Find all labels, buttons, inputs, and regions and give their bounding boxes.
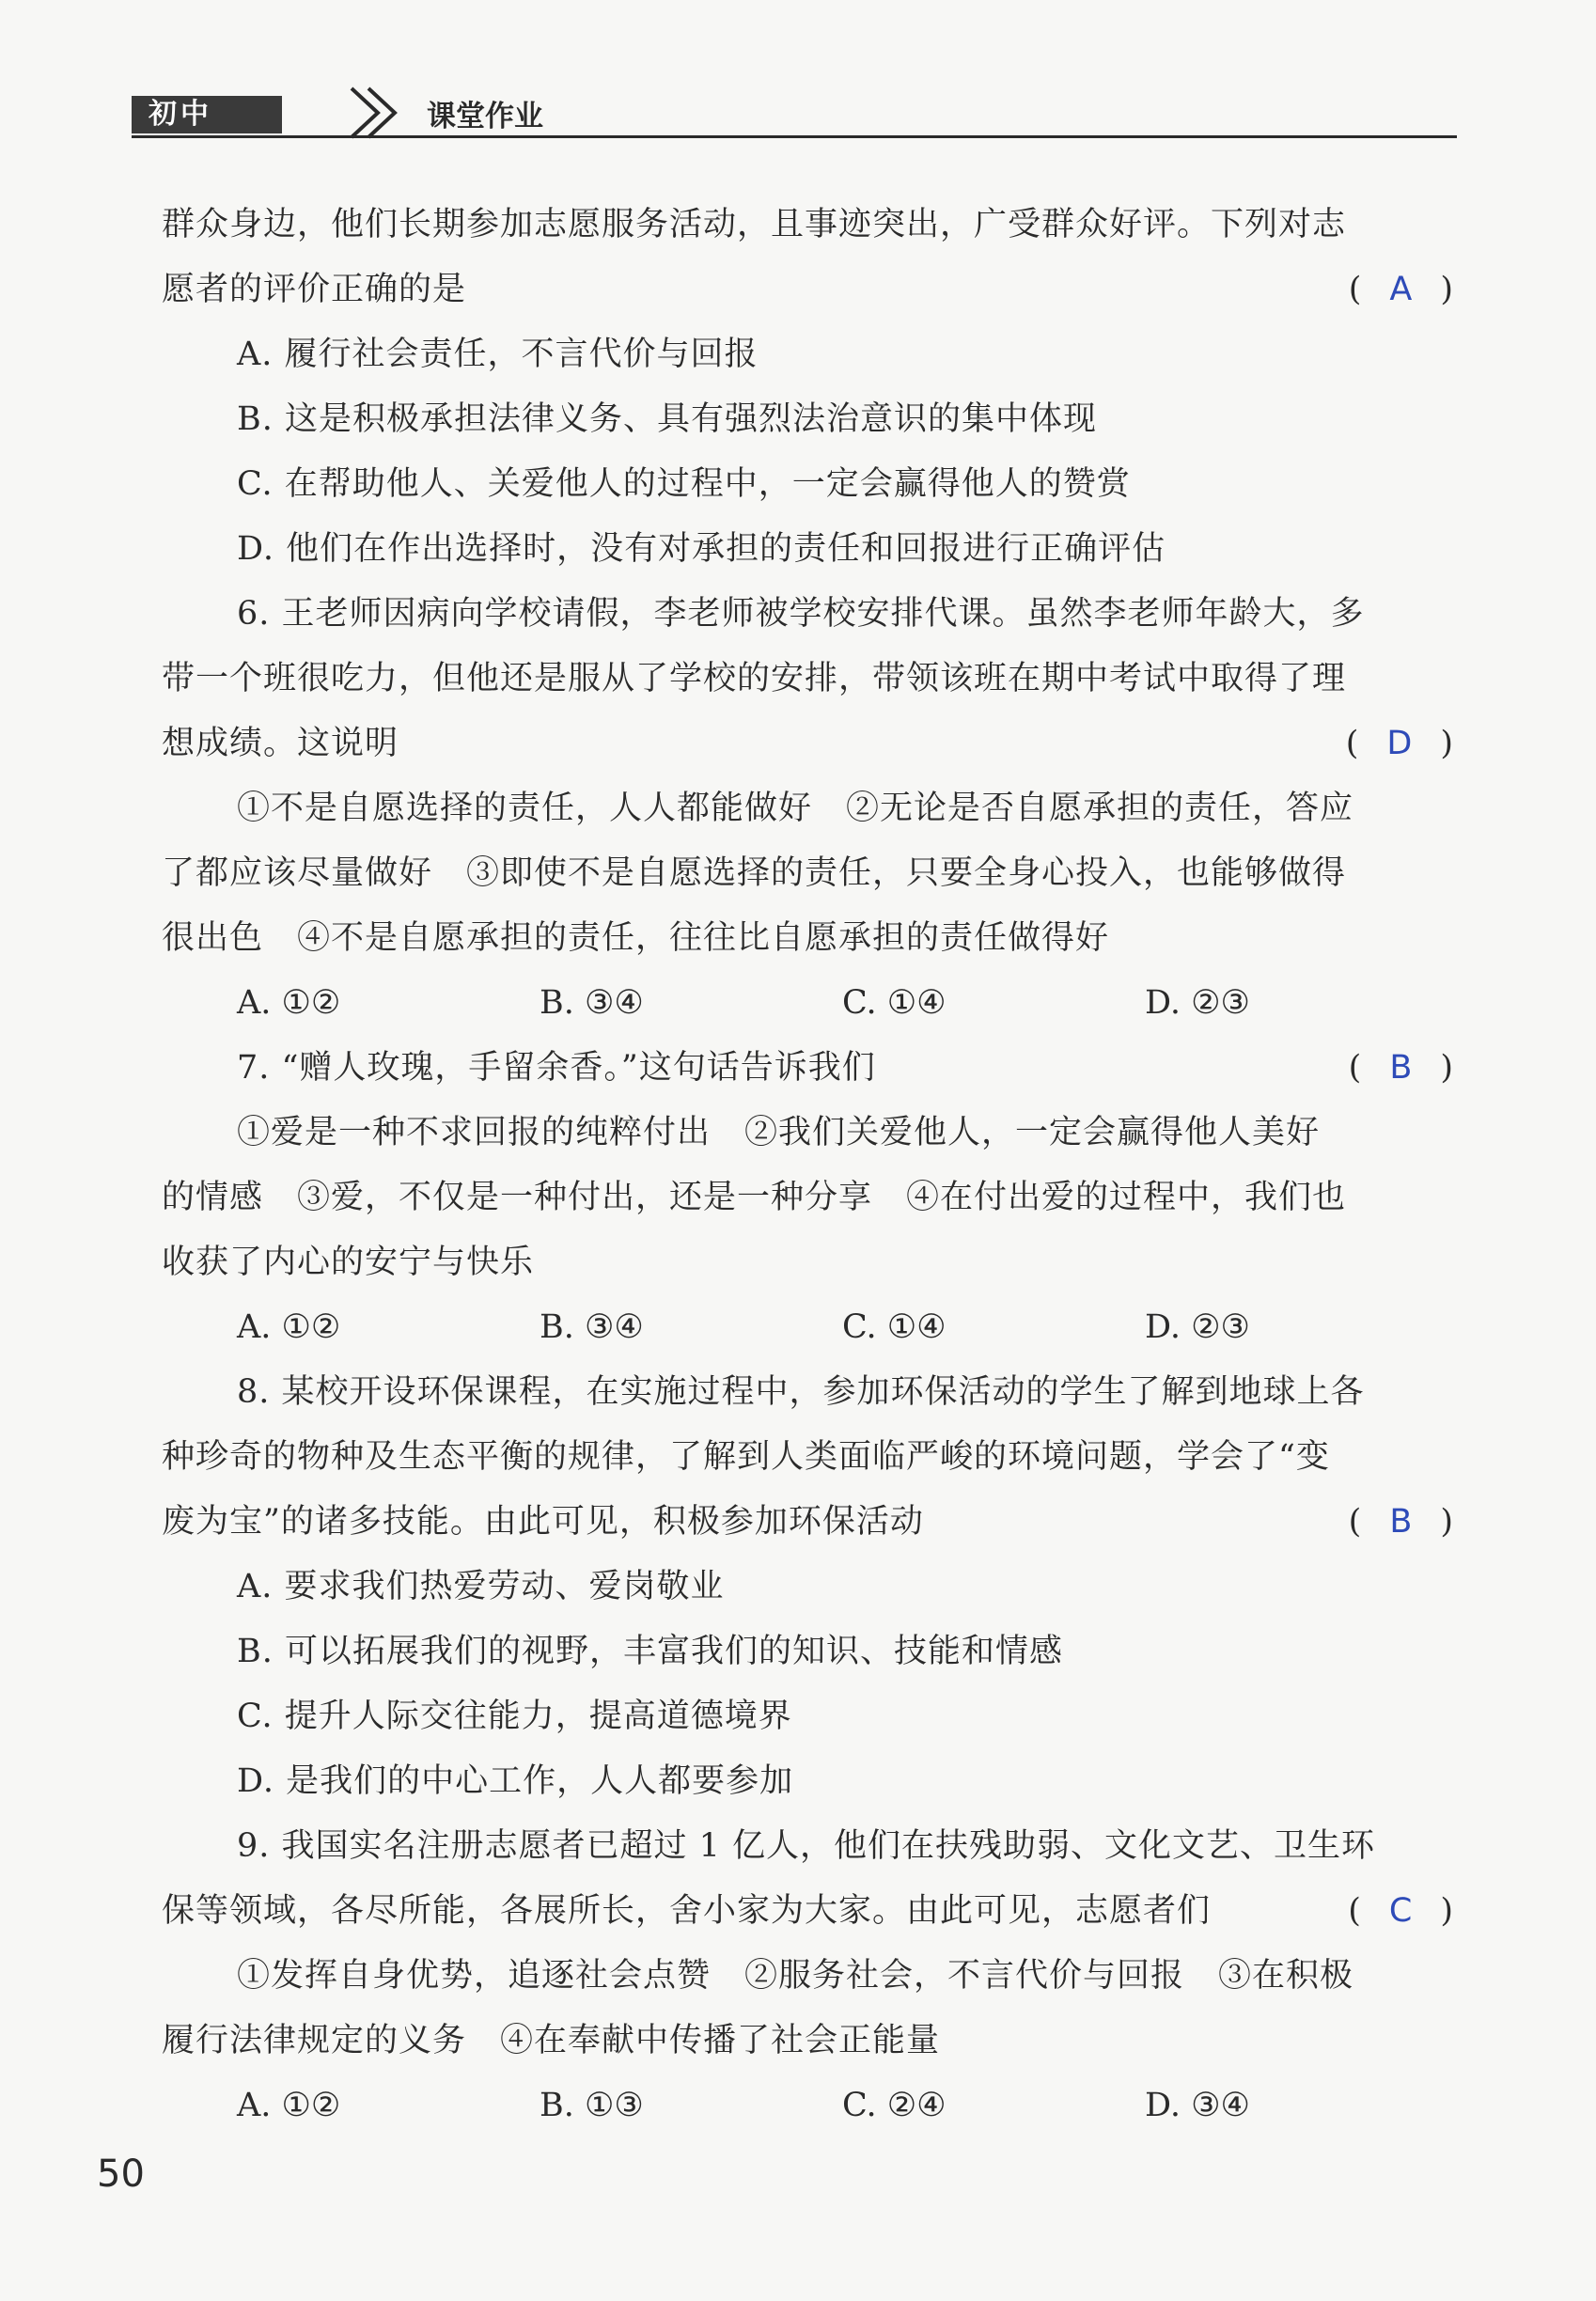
q6-option-b: B. ③④ [540,984,644,1022]
q6-stem-end: 想成绩。这说明 [162,725,399,762]
page-header [132,94,1457,141]
q6-option-d: D. ②③ [1145,984,1250,1022]
q6-option-a: A. ①② [237,984,341,1022]
q9-option-b: B. ①③ [540,2087,644,2124]
q8-option-b: B. 可以拓展我们的视野，丰富我们的知识、技能和情感 [237,1633,1063,1670]
q9-line: 9. 我国实名注册志愿者已超过 1 亿人，他们在扶残助弱、文化文艺、卫生环 [237,1827,1376,1865]
q8-line: 种珍奇的物种及生态平衡的规律，了解到人类面临严峻的环境问题，学会了“变 [162,1438,1330,1476]
q9-option-c: C. ②④ [842,2087,947,2124]
q9-answer-letter: C [1388,1892,1413,1930]
q7-answer-letter: B [1389,1049,1413,1087]
page-number: 50 [97,2152,145,2196]
q6-options [162,971,1453,1036]
q9-options [162,2074,1453,2138]
q7-option-d: D. ②③ [1145,1308,1250,1346]
q6-option-c: C. ①④ [842,984,947,1022]
q6-statement: 了都应该尽量做好 ③即使不是自愿选择的责任，只要全身心投入，也能够做得 [162,854,1347,892]
q6-line [162,712,1453,776]
q7-answer: ( B ) [1348,1049,1453,1087]
q5-option-b: B. 这是积极承担法律义务、具有强烈法治意识的集中体现 [237,400,1097,438]
q6-line: 带一个班很吃力，但他还是服从了学校的安排，带领该班在期中考试中取得了理 [162,660,1347,697]
q7-option-c: C. ①④ [842,1308,947,1346]
q8-answer-letter: B [1389,1503,1413,1541]
q6-statement: ①不是自愿选择的责任，人人都能做好 ②无论是否自愿承担的责任，答应 [237,790,1354,827]
q8-line [162,1490,1453,1555]
q8-answer: ( B ) [1348,1503,1453,1541]
q9-option-d: D. ③④ [1145,2087,1250,2124]
header-title: 课堂作业 [427,100,543,133]
q9-option-a: A. ①② [237,2087,341,2124]
header-rule [132,135,1457,138]
q5-stem-end: 愿者的评价正确的是 [162,271,467,308]
double-chevron-icon [346,85,414,141]
q9-statement: 履行法律规定的义务 ④在奉献中传播了社会正能量 [162,2022,941,2059]
q5-line [162,258,1453,322]
q6-answer-letter: D [1386,725,1413,762]
q8-stem-end: 废为宝”的诸多技能。由此可见，积极参加环保活动 [162,1503,924,1541]
q7-statement: ①爱是一种不求回报的纯粹付出 ②我们关爱他人，一定会赢得他人美好 [237,1114,1321,1151]
page-content [162,193,1453,2138]
q8-option-d: D. 是我们的中心工作，人人都要参加 [237,1762,794,1800]
q8-option-a: A. 要求我们热爱劳动、爱岗敬业 [237,1568,725,1605]
q7-statement: 收获了内心的安宁与快乐 [162,1244,535,1281]
q6-answer: ( D ) [1345,725,1453,762]
q7-option-b: B. ③④ [540,1308,644,1346]
header-tab: 初中 [132,96,282,133]
q6-line: 6. 王老师因病向学校请假，李老师被学校安排代课。虽然李老师年龄大，多 [237,595,1365,633]
q5-option-c: C. 在帮助他人、关爱他人的过程中，一定会赢得他人的赞赏 [237,465,1131,503]
q5-answer-letter: A [1389,271,1413,308]
q8-option-c: C. 提升人际交往能力，提高道德境界 [237,1698,792,1735]
q7-options [162,1295,1453,1360]
q7-line [162,1036,1453,1101]
q5-option-a: A. 履行社会责任，不言代价与回报 [237,336,759,373]
q5-line: 群众身边，他们长期参加志愿服务活动，且事迹突出，广受群众好评。下列对志 [162,206,1347,243]
q7-option-a: A. ①② [237,1308,341,1346]
q7-statement: 的情感 ③爱，不仅是一种付出，还是一种分享 ④在付出爱的过程中，我们也 [162,1179,1347,1216]
q7-stem: 7. “赠人玫瑰，手留余香。”这句话告诉我们 [237,1049,876,1087]
q5-option-d: D. 他们在作出选择时，没有对承担的责任和回报进行正确评估 [237,530,1166,568]
q5-answer: ( A ) [1348,271,1453,308]
q9-stem-end: 保等领域，各尽所能，各展所长，舍小家为大家。由此可见，志愿者们 [162,1892,1212,1930]
q6-statement: 很出色 ④不是自愿承担的责任，往往比自愿承担的责任做得好 [162,919,1110,957]
q8-line: 8. 某校开设环保课程，在实施过程中，参加环保活动的学生了解到地球上各 [237,1373,1365,1411]
q9-answer: ( C ) [1348,1892,1453,1930]
q9-statement: ①发挥自身优势，追逐社会点赞 ②服务社会，不言代价与回报 ③在积极 [237,1957,1354,1995]
q9-line [162,1879,1453,1944]
